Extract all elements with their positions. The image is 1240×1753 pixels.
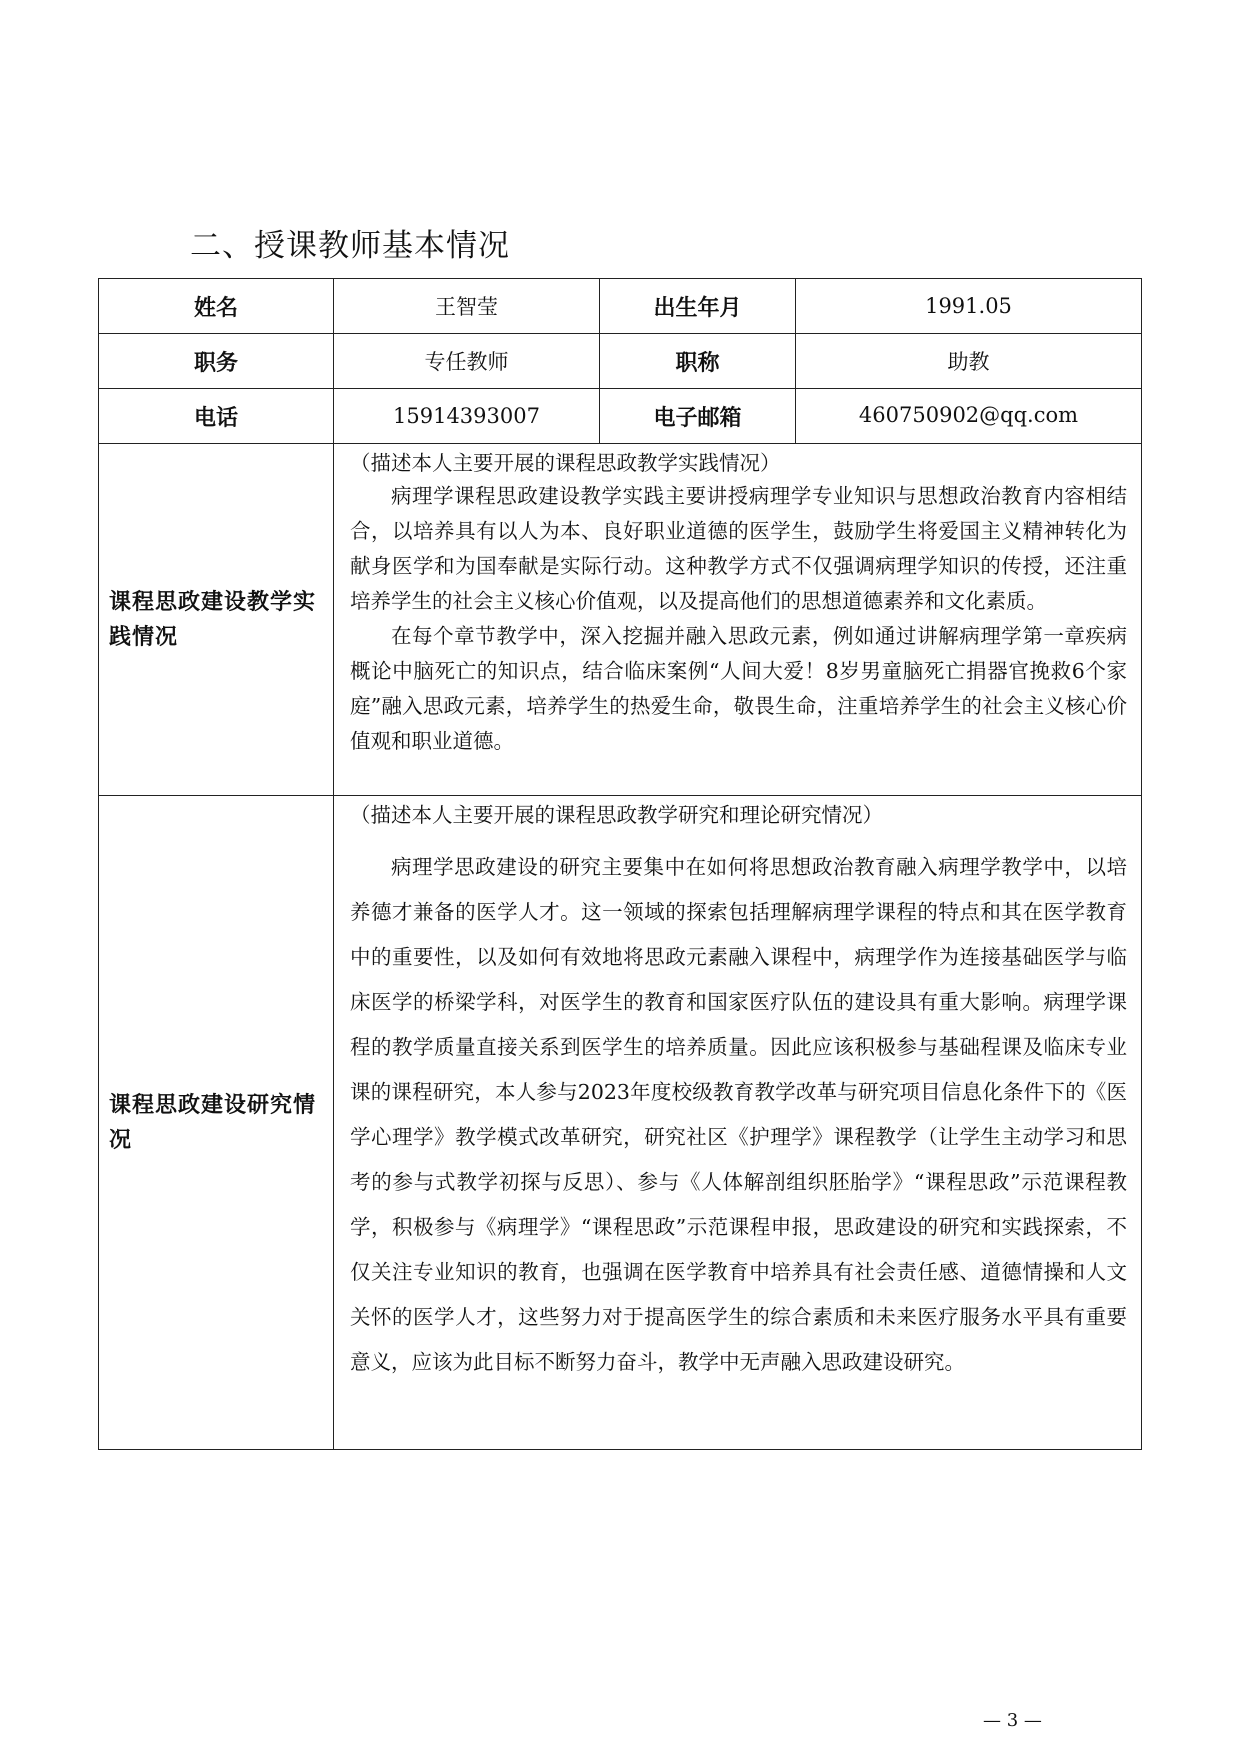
research-label: 课程思政建设研究情况 (99, 796, 334, 1450)
title-value: 助教 (796, 334, 1142, 389)
table-row-research (99, 796, 1142, 1450)
table-row-position (99, 334, 1142, 389)
page-number: — 3 — (983, 1710, 1042, 1731)
title-label: 职称 (600, 334, 796, 389)
table-row-name (99, 279, 1142, 334)
phone-label: 电话 (99, 389, 334, 444)
name-value: 王智莹 (334, 279, 600, 334)
table-row-practice (99, 444, 1142, 796)
phone-value: 15914393007 (334, 389, 600, 444)
research-paragraph-1: 病理学思政建设的研究主要集中在如何将思想政治教育融入病理学教学中，以培养德才兼备的医学人才。这一领域的探索包括理解病理学课程的特点和其在医学教育中的重要性，以及如何有效地将思政元素融入课程中，病理学作为连接基础医学与临床医学的桥梁学科，对医学生的教育和国家医疗队伍的建设具有重大影响。病理学课程的教学质量直接关系到医学生的培养质量。因此应该积极参与基础程课及临床专业课的课程研究，本人参与2023年度校级教育教学改革与研究项目信息化条件下的《医学心理学》教学模式改革研究，研究社区《护理学》课程教学（让学生主动学习和思考的参与式教学初探与反思）、参与《人体解剖组织胚胎学》“课程思政”示范课程教学，积极参与《病理学》“课程思政”示范课程申报，思政建设的研究和实践探索，不仅关注专业知识的教育，也强调在医学教育中培养具有社会责任感、道德情操和人文关怀的医学人才，这些努力对于提高医学生的综合素质和未来医疗服务水平具有重要意义，应该为此目标不断努力奋斗，教学中无声融入思政建设研究。 (350, 855, 1127, 1374)
teacher-info-table (98, 278, 1142, 1450)
table-row-contact (99, 389, 1142, 444)
research-note: （描述本人主要开展的课程思政教学研究和理论研究情况） (350, 803, 883, 827)
name-label: 姓名 (99, 279, 334, 334)
section-title: 二、授课教师基本情况 (190, 228, 510, 264)
position-label: 职务 (99, 334, 334, 389)
email-value: 460750902@qq.com (796, 389, 1142, 444)
email-label: 电子邮箱 (600, 389, 796, 444)
birth-label: 出生年月 (600, 279, 796, 334)
practice-note: （描述本人主要开展的课程思政教学实践情况） (350, 451, 781, 475)
practice-content (334, 444, 1142, 796)
practice-paragraph-2: 在每个章节教学中，深入挖掘并融入思政元素，例如通过讲解病理学第一章疾病概论中脑死亡的知识点，结合临床案例“人间大爱！8岁男童脑死亡捐器官挽救6个家庭”融入思政元素，培养学生的热爱生命，敬畏生命，注重培养学生的社会主义核心价值观和职业道德。 (350, 624, 1127, 753)
practice-label: 课程思政建设教学实践情况 (99, 444, 334, 796)
practice-paragraph-1: 病理学课程思政建设教学实践主要讲授病理学专业知识与思想政治教育内容相结合，以培养具有以人为本、良好职业道德的医学生，鼓励学生将爱国主义精神转化为献身医学和为国奉献是实际行动。这种教学方式不仅强调病理学知识的传授，还注重培养学生的社会主义核心价值观，以及提高他们的思想道德素养和文化素质。 (350, 484, 1127, 613)
research-content (334, 796, 1142, 1450)
position-value: 专任教师 (334, 334, 600, 389)
birth-value: 1991.05 (796, 279, 1142, 334)
